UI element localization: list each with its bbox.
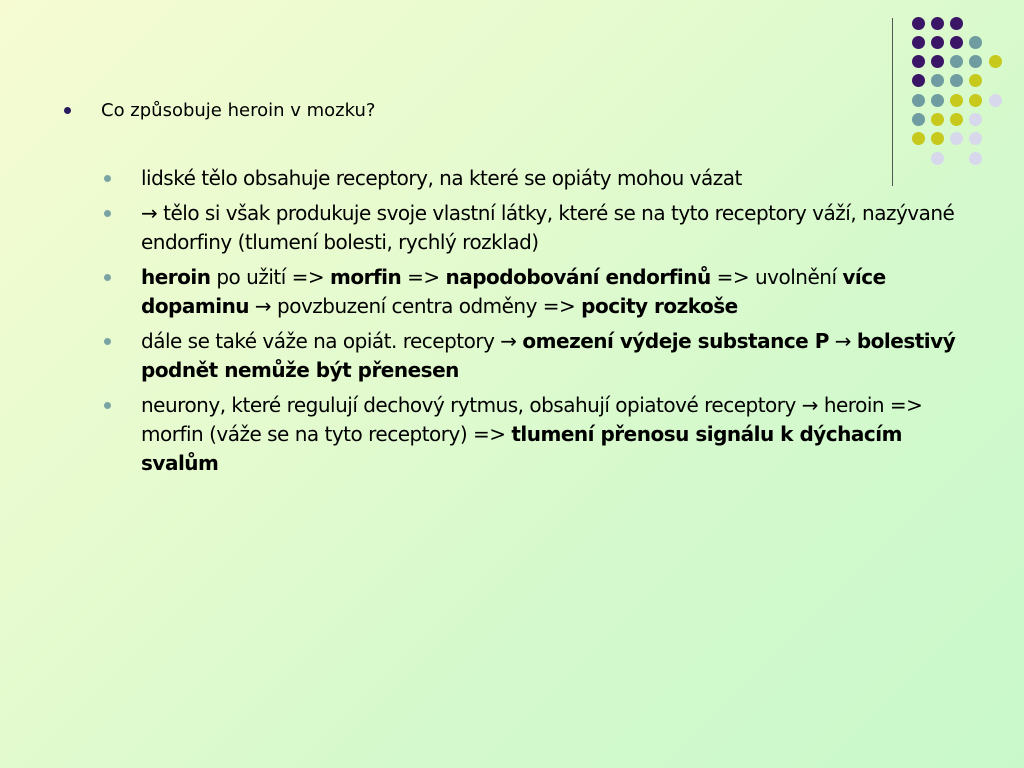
decorative-dot xyxy=(969,36,982,49)
decorative-dot xyxy=(989,55,1002,68)
sub-bullet-item xyxy=(104,327,964,385)
sub-bullet-list xyxy=(104,164,964,484)
text: => xyxy=(401,265,446,289)
decorative-dot xyxy=(950,55,963,68)
decorative-dot xyxy=(969,113,982,126)
bullet-dot-icon xyxy=(104,338,111,345)
bullet-dot-icon xyxy=(64,107,71,114)
decorative-dot xyxy=(931,36,944,49)
sub-bullet-item xyxy=(104,199,964,257)
bold-text: napodobování endorfinů xyxy=(445,265,711,289)
sub-bullet-item xyxy=(104,391,964,478)
main-bullet xyxy=(64,98,884,124)
decorative-dot xyxy=(969,94,982,107)
sub-bullet-item xyxy=(104,164,964,193)
decorative-dot xyxy=(912,94,925,107)
text: dále se také váže na opiát. receptory → xyxy=(141,329,523,353)
decorative-dot xyxy=(912,132,925,145)
decorative-dot xyxy=(969,152,982,165)
bullet-dot-icon xyxy=(104,210,111,217)
decorative-dot xyxy=(931,132,944,145)
text: → xyxy=(828,329,857,353)
bullet-dot-icon xyxy=(104,175,111,182)
decorative-dot xyxy=(912,36,925,49)
decorative-dot xyxy=(989,94,1002,107)
decorative-dot xyxy=(969,132,982,145)
bold-text: pocity rozkoše xyxy=(581,294,738,318)
decorative-dot xyxy=(931,94,944,107)
bold-text: bolestivý podnět nemůže být přenesen xyxy=(141,329,956,382)
bold-text: morfin xyxy=(330,265,402,289)
decorative-divider-line xyxy=(892,18,893,186)
decorative-dot xyxy=(931,152,944,165)
decorative-dot xyxy=(931,74,944,87)
decorative-dot xyxy=(950,74,963,87)
decorative-dot xyxy=(950,36,963,49)
text: neurony, které regulují dechový rytmus, obsahují opiatové receptory → heroin => morfin (váže se na tyto receptory) => xyxy=(141,393,923,446)
decorative-dot xyxy=(950,94,963,107)
decorative-dot xyxy=(912,74,925,87)
text: lidské tělo obsahuje receptory, na které se opiáty mohou vázat xyxy=(141,166,742,190)
bold-text: omezení výdeje substance P xyxy=(522,329,829,353)
decorative-dot xyxy=(969,74,982,87)
decorative-dot xyxy=(931,55,944,68)
sub-bullet-item xyxy=(104,263,964,321)
bold-text: tlumení přenosu signálu k dýchacím svalům xyxy=(141,422,902,475)
decorative-dot xyxy=(931,17,944,30)
text: => uvolnění xyxy=(710,265,843,289)
bold-text: více dopaminu xyxy=(141,265,886,318)
text: po užití => xyxy=(210,265,331,289)
decorative-dot xyxy=(912,55,925,68)
decorative-dot xyxy=(931,113,944,126)
decorative-dot xyxy=(912,17,925,30)
decorative-dot xyxy=(969,55,982,68)
text: → tělo si však produkuje svoje vlastní látky, které se na tyto receptory váží, nazývané endorfiny (tlumení bolesti, rychlý rozklad) xyxy=(141,201,955,254)
bold-text: heroin xyxy=(141,265,211,289)
slide-heading: Co způsobuje heroin v mozku? xyxy=(101,100,376,121)
bullet-dot-icon xyxy=(104,274,111,281)
text: → povzbuzení centra odměny => xyxy=(249,294,582,318)
decorative-dot xyxy=(950,17,963,30)
decorative-dot xyxy=(950,132,963,145)
bullet-dot-icon xyxy=(104,402,111,409)
decorative-dot xyxy=(912,113,925,126)
decorative-dot xyxy=(950,113,963,126)
